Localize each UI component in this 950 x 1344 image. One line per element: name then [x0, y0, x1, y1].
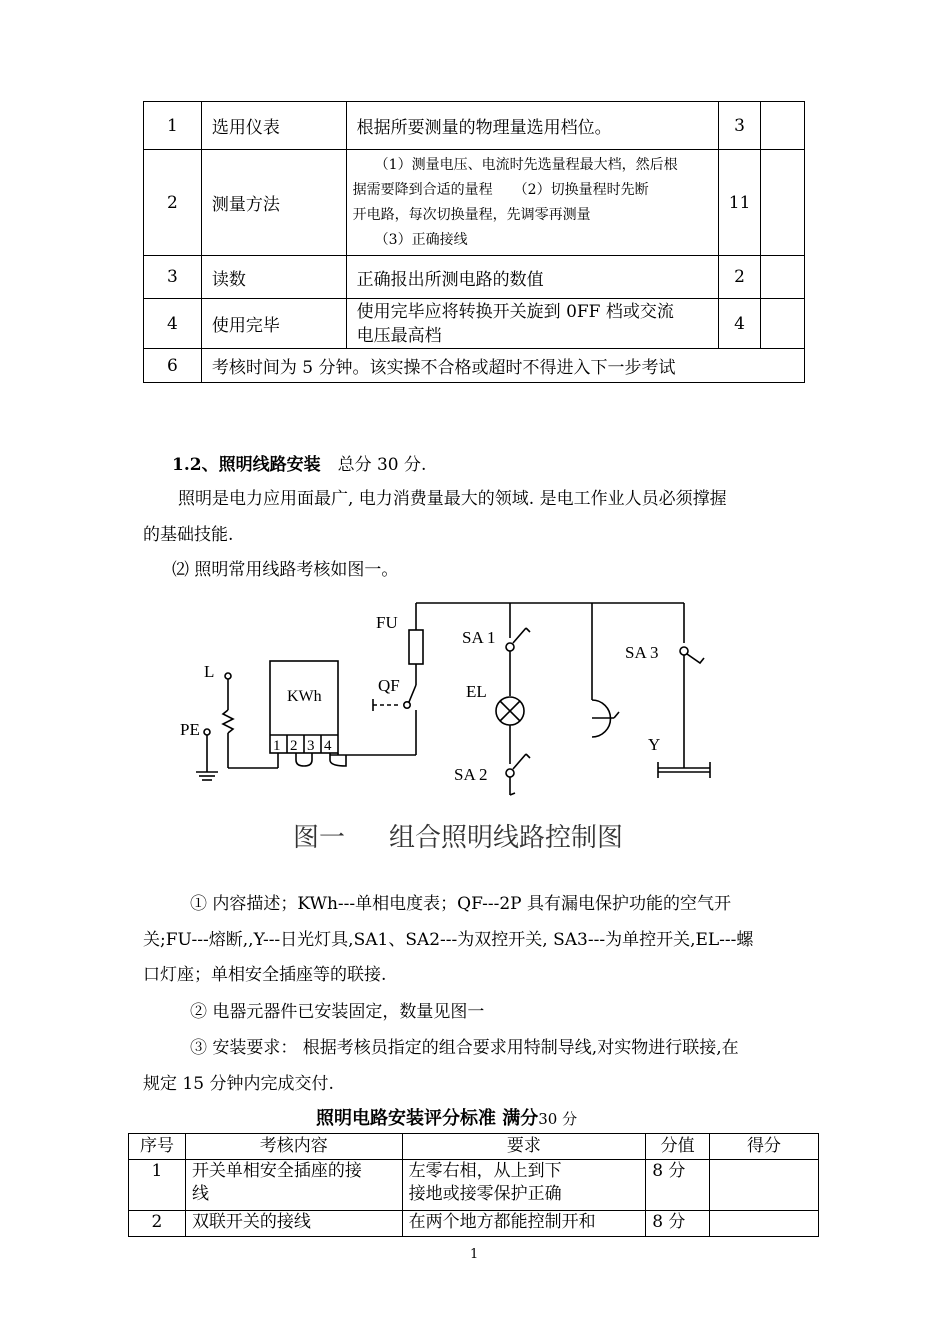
- scoring-table-1: [143, 101, 805, 383]
- switch-sa2-contact: [506, 769, 514, 777]
- header-cell: 要求: [402, 1134, 646, 1160]
- requirement-line: 据需要降到合适的量程 （2）切换量程时先断: [352, 181, 649, 198]
- requirement-cell: [402, 1211, 646, 1237]
- header-cell: 考核内容: [185, 1134, 402, 1160]
- earned-score: [761, 102, 805, 150]
- table-row: [144, 102, 805, 150]
- requirement: [346, 299, 718, 349]
- time-note: 考核时间为 5 分钟。该实操不合格或超时不得进入下一步考试: [201, 349, 804, 383]
- row-number: 6: [144, 349, 202, 383]
- scoring-table-2: [128, 1133, 819, 1237]
- row-number: 2: [144, 150, 202, 256]
- label-pe: PE: [180, 720, 200, 739]
- requirement-cell: [402, 1160, 646, 1211]
- table-row: [129, 1211, 819, 1237]
- terminal-l: [225, 673, 231, 679]
- label-y: Y: [648, 735, 661, 754]
- terminal-number: 3: [307, 738, 315, 754]
- paragraph-line: 口灯座；单相安全插座等的联接.: [143, 965, 387, 985]
- label-fu: FU: [376, 613, 398, 632]
- earned-score: [710, 1211, 819, 1237]
- table2-title-text: 照明电路安装评分标准 满分: [316, 1108, 539, 1129]
- score: 8 分: [646, 1211, 710, 1237]
- row-number: 1: [144, 102, 202, 150]
- table-row: [144, 256, 805, 299]
- breaker-contact: [404, 702, 410, 708]
- terminal-number: 1: [273, 738, 281, 754]
- paragraph-line: 照明是电力应用面最广, 电力消费量最大的领域. 是电工作业人员必须撑握: [178, 489, 727, 509]
- paragraph-line: 规定 15 分钟内完成交付.: [143, 1074, 334, 1094]
- paragraph-line: ⑵ 照明常用线路考核如图一。: [172, 560, 399, 580]
- terminal-number: 4: [324, 738, 332, 754]
- label-sa1: SA 1: [462, 628, 496, 647]
- requirement-line: 在两个地方都能控制开和: [408, 1212, 596, 1232]
- requirement-line: 开电路，每次切换量程，先调零再测量: [352, 206, 591, 223]
- wiring-diagram: [0, 590, 950, 865]
- content-line: 开关单相安全插座的接: [191, 1161, 362, 1181]
- earned-score: [761, 150, 805, 256]
- section-total-score: 总分 30 分.: [320, 455, 427, 475]
- score: 4: [719, 299, 761, 349]
- item-name: 测量方法: [201, 150, 346, 256]
- earned-score: [761, 256, 805, 299]
- paragraph-line: 关;FU---熔断,,Y---日光灯具,SA1、SA2---为双控开关, SA3---为单控开关,EL---螺: [143, 930, 754, 950]
- earned-score: [761, 299, 805, 349]
- content-cell: [185, 1160, 402, 1211]
- table-row: [129, 1160, 819, 1211]
- item-name: 读数: [201, 256, 346, 299]
- section-heading-line: [172, 448, 426, 482]
- table2-title-score: 30 分: [538, 1110, 578, 1128]
- switch-sa3-contact: [680, 647, 688, 655]
- header-cell: 序号: [129, 1134, 186, 1160]
- score: 3: [719, 102, 761, 150]
- requirement: 正确报出所测电路的数值: [346, 256, 718, 299]
- item-name: 选用仪表: [201, 102, 346, 150]
- label-kwh: KWh: [287, 688, 322, 705]
- requirement-line: （1）测量电压、电流时先选量程最大档，然后根: [374, 156, 678, 173]
- paragraph-line: ② 电器元器件已安装固定，数量见图一: [190, 1002, 485, 1022]
- table-row: [144, 349, 805, 383]
- label-el: EL: [466, 682, 487, 701]
- table-header-row: [129, 1134, 819, 1160]
- content-cell: [185, 1211, 402, 1237]
- label-sa3: SA 3: [625, 643, 659, 662]
- requirement-line: 接地或接零保护正确: [408, 1184, 562, 1204]
- requirement-line: 使用完毕应将转换开关旋到 0FF 档或交流: [356, 301, 674, 322]
- paragraph-line: ③ 安装要求： 根据考核员指定的组合要求用特制导线,对实物进行联接,在: [190, 1038, 739, 1058]
- terminal-pe: [204, 729, 210, 735]
- row-number: 1: [129, 1160, 186, 1211]
- label-l: L: [204, 662, 215, 681]
- row-number: 4: [144, 299, 202, 349]
- score: 8 分: [646, 1160, 710, 1211]
- requirement-line: 电压最高档: [356, 325, 442, 346]
- requirement: 根据所要测量的物理量选用档位。: [346, 102, 718, 150]
- paragraph-line: ① 内容描述；KWh---单相电度表；QF---2P 具有漏电保护功能的空气开: [190, 894, 732, 914]
- requirement-line: 左零右相，从上到下: [408, 1161, 562, 1181]
- table-row: [144, 150, 805, 256]
- fuse-symbol: [409, 630, 423, 664]
- score: 2: [719, 256, 761, 299]
- label-qf: QF: [378, 676, 400, 695]
- table2-title: [316, 1106, 577, 1132]
- requirement: [346, 150, 718, 256]
- header-cell: 分值: [646, 1134, 710, 1160]
- page-number: 1: [470, 1247, 479, 1262]
- terminal-number: 2: [290, 738, 298, 754]
- figure-caption-number: 图一: [293, 823, 346, 853]
- label-sa2: SA 2: [454, 765, 488, 784]
- paragraph-line: 的基础技能.: [143, 525, 234, 545]
- content-line: 双联开关的接线: [191, 1212, 311, 1232]
- requirement-line: （3）正确接线: [374, 231, 468, 248]
- section-heading: 1.2、照明线路安装: [172, 455, 321, 475]
- item-name: 使用完毕: [201, 299, 346, 349]
- header-cell: 得分: [710, 1134, 819, 1160]
- figure-caption-title: 组合照明线路控制图: [389, 823, 624, 853]
- score: 11: [719, 150, 761, 256]
- row-number: 2: [129, 1211, 186, 1237]
- table-row: [144, 299, 805, 349]
- switch-sa1-contact: [506, 643, 514, 651]
- row-number: 3: [144, 256, 202, 299]
- content-line: 线: [191, 1184, 209, 1204]
- earned-score: [710, 1160, 819, 1211]
